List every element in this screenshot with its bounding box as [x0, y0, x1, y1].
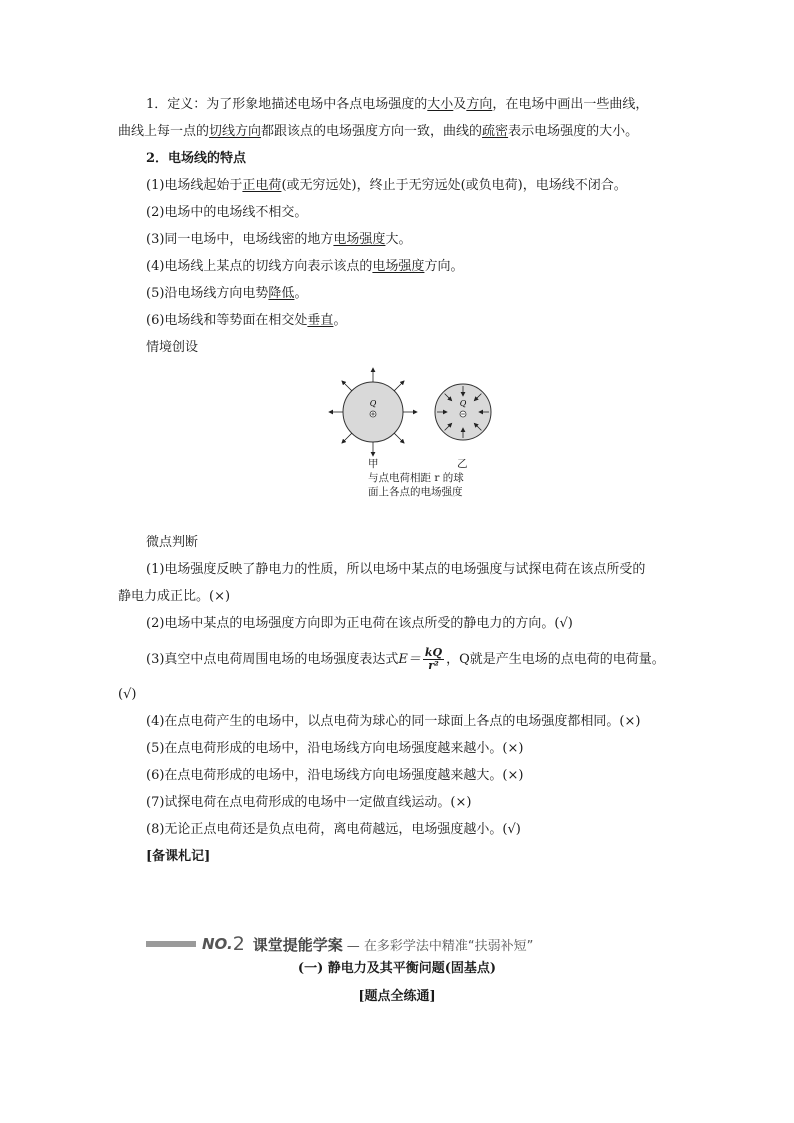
notes-label: [备课札记]: [146, 849, 211, 864]
text: 1．定义：为了形象地描述电场中各点电场强度的: [146, 97, 428, 112]
feature-4: [146, 258, 463, 276]
feature-1: [146, 177, 627, 195]
text: 方向。: [424, 259, 464, 274]
text: 表示电场强度的大小。: [508, 124, 639, 139]
definition-line-2: [118, 123, 638, 141]
text: 都跟该点的电场强度方向一致，曲线的: [261, 124, 483, 139]
text: 大。: [385, 232, 412, 247]
section-subtitle: [题点全练通]: [358, 989, 436, 1004]
positive-charge-sphere: [329, 368, 417, 456]
text: (3)真空中点电荷周围电场的电场强度表达式: [146, 652, 399, 667]
banner-bar: [146, 941, 196, 947]
text: (4)电场线上某点的切线方向表示该点的: [146, 259, 373, 274]
figure-label-right: 乙: [457, 458, 468, 470]
fraction-denominator: r²: [428, 659, 439, 672]
text: ，在电场中画出一些曲线，: [492, 97, 649, 112]
field-figure: [318, 362, 498, 502]
charge-symbol-right: Q: [459, 399, 467, 408]
text: 及: [453, 97, 467, 112]
text: (或无穷远处)，终止于无穷远处(或负电荷)，电场线不闭合。: [281, 178, 627, 193]
formula-lhs: E＝: [398, 652, 421, 667]
judgement-5: (5)在点电荷形成的电场中，沿电场线方向电场强度越来越小。(×): [146, 741, 524, 756]
text: (1)电场线起始于: [146, 178, 243, 193]
text: (3)同一电场中，电场线密的地方: [146, 232, 334, 247]
fraction-numerator: kQ: [424, 646, 443, 659]
text: 曲线上每一点的: [118, 124, 210, 139]
underlined-answer: 疏密: [482, 124, 509, 139]
feature-2: (2)电场中的电场线不相交。: [146, 205, 308, 220]
text: (6)电场线和等势面在相交处: [146, 313, 308, 328]
underlined-answer: 垂直: [307, 313, 334, 328]
underlined-answer: 降低: [268, 286, 295, 301]
judgement-1a: (1)电场强度反映了静电力的性质，所以电场中某点的电场强度与试探电荷在该点所受的: [146, 562, 646, 577]
judgement-8: (8)无论正点电荷还是负点电荷，离电荷越远，电场强度越小。(√): [146, 822, 521, 837]
banner-subtitle: — 在多彩学法中精准“扶弱补短”: [346, 938, 534, 954]
text: 。: [333, 313, 347, 328]
feature-3: [146, 231, 411, 249]
definition-line-1: [146, 96, 648, 114]
section-banner: [146, 933, 533, 955]
judgement-3-mark: (√): [118, 687, 137, 702]
underlined-answer: 正电荷: [242, 178, 282, 193]
feature-5: [146, 285, 307, 303]
negative-charge-sphere: [435, 384, 491, 440]
text: (5)沿电场线方向电势: [146, 286, 269, 301]
figure-caption-line-2: 面上各点的电场强度: [368, 486, 463, 498]
scenario-label: 情境创设: [146, 340, 199, 355]
charge-symbol-left: Q: [369, 399, 377, 408]
banner-number: 2: [232, 933, 245, 955]
features-heading: 2．电场线的特点: [146, 151, 247, 166]
underlined-answer: 电场强度: [372, 259, 425, 274]
judgement-7: (7)试探电荷在点电荷形成的电场中一定做直线运动。(×): [146, 795, 472, 810]
figure-caption-line-1: 与点电荷相距 r 的球: [368, 472, 464, 484]
underlined-answer: 切线方向: [209, 124, 262, 139]
underlined-answer: 大小: [427, 97, 454, 112]
text: 。: [294, 286, 308, 301]
judgement-1b: 静电力成正比。(×): [118, 589, 231, 604]
point-charge-diagram: [318, 362, 498, 462]
section-title: (一) 静电力及其平衡问题(固基点): [297, 961, 497, 976]
underlined-answer: 电场强度: [333, 232, 386, 247]
feature-6: [146, 312, 346, 330]
underlined-answer: 方向: [466, 97, 493, 112]
judgement-6: (6)在点电荷形成的电场中，沿电场线方向电场强度越来越大。(×): [146, 768, 524, 783]
judgement-2: (2)电场中某点的电场强度方向即为正电荷在该点所受的静电力的方向。(√): [146, 616, 573, 631]
banner-title: 课堂提能学案: [252, 935, 343, 954]
figure-label-left: 甲: [368, 458, 379, 470]
judgement-label: 微点判断: [146, 535, 199, 550]
formula-fraction: [423, 647, 444, 672]
judgement-3: [146, 645, 665, 675]
banner-no: NO.: [202, 935, 233, 953]
judgement-4: (4)在点电荷产生的电场中，以点电荷为球心的同一球面上各点的电场强度都相同。(×): [146, 714, 641, 729]
text: ，Q就是产生电场的点电荷的电荷量。: [446, 652, 665, 667]
